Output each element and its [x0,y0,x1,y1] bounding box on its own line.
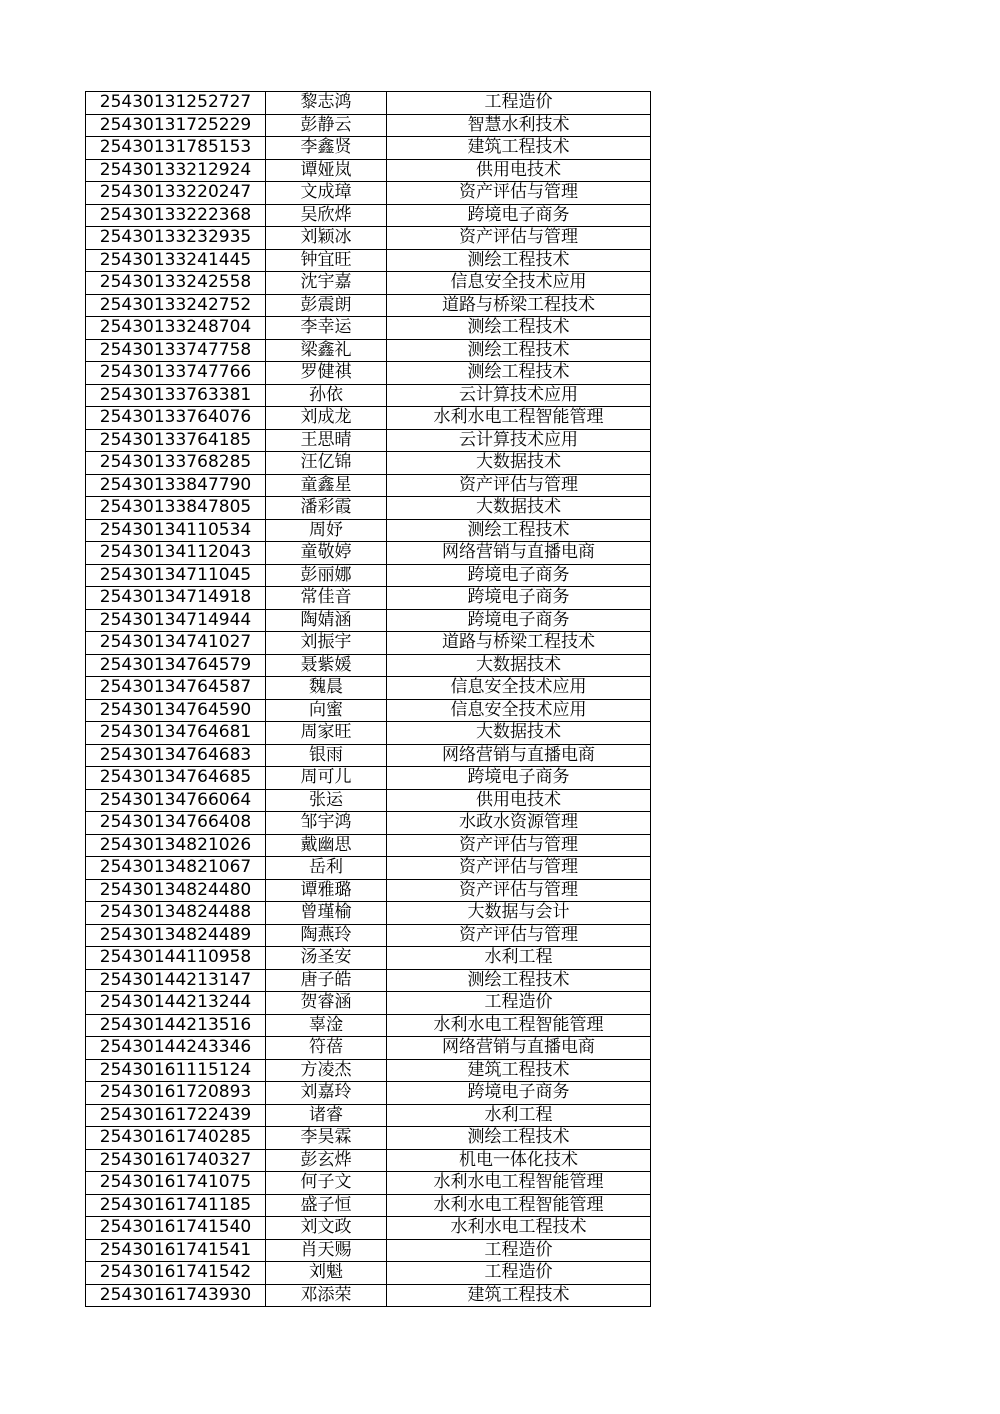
student-name-cell: 钟宜旺 [266,249,387,272]
major-cell: 资产评估与管理 [387,924,651,947]
table-row [86,384,651,407]
student-name-cell: 盛子恒 [266,1194,387,1217]
table-body [86,92,651,1307]
exam-number-cell: 25430133232935 [86,227,266,250]
major-cell: 水利水电工程技术 [387,1217,651,1240]
student-name-cell: 周妤 [266,519,387,542]
major-cell: 跨境电子商务 [387,204,651,227]
table-row [86,947,651,970]
student-name-cell: 辜淦 [266,1014,387,1037]
major-cell: 测绘工程技术 [387,249,651,272]
major-cell: 供用电技术 [387,789,651,812]
student-name-cell: 王思晴 [266,429,387,452]
student-name-cell: 沈宇嘉 [266,272,387,295]
exam-number-cell: 25430133220247 [86,182,266,205]
student-name-cell: 银雨 [266,744,387,767]
major-cell: 大数据技术 [387,452,651,475]
exam-number-cell: 25430144213244 [86,992,266,1015]
exam-number-cell: 25430134766408 [86,812,266,835]
student-name-cell: 梁鑫礼 [266,339,387,362]
major-cell: 水利水电工程智能管理 [387,1172,651,1195]
major-cell: 资产评估与管理 [387,182,651,205]
student-name-cell: 刘嘉玲 [266,1082,387,1105]
student-name-cell: 刘成龙 [266,407,387,430]
table-row [86,789,651,812]
major-cell: 水利水电工程智能管理 [387,1194,651,1217]
student-name-cell: 童鑫星 [266,474,387,497]
student-name-cell: 黎志鸿 [266,92,387,115]
table-row [86,474,651,497]
table-row [86,182,651,205]
exam-number-cell: 25430134766064 [86,789,266,812]
student-name-cell: 方凌杰 [266,1059,387,1082]
major-cell: 信息安全技术应用 [387,699,651,722]
exam-number-cell: 25430133763381 [86,384,266,407]
exam-number-cell: 25430131252727 [86,92,266,115]
exam-number-cell: 25430134764681 [86,722,266,745]
major-cell: 跨境电子商务 [387,767,651,790]
student-name-cell: 邹宇鸿 [266,812,387,835]
exam-number-cell: 25430134110534 [86,519,266,542]
table-row [86,587,651,610]
exam-number-cell: 25430144213147 [86,969,266,992]
table-row [86,272,651,295]
major-cell: 测绘工程技术 [387,969,651,992]
table-row [86,452,651,475]
student-name-cell: 彭静云 [266,114,387,137]
table-row [86,227,651,250]
exam-number-cell: 25430161741541 [86,1239,266,1262]
student-name-cell: 肖天赐 [266,1239,387,1262]
major-cell: 水利水电工程智能管理 [387,407,651,430]
table-row [86,429,651,452]
major-cell: 跨境电子商务 [387,609,651,632]
student-name-cell: 谭娅岚 [266,159,387,182]
table-row [86,1239,651,1262]
major-cell: 水利工程 [387,947,651,970]
table-row [86,699,651,722]
student-name-cell: 罗健祺 [266,362,387,385]
major-cell: 资产评估与管理 [387,227,651,250]
table-row [86,992,651,1015]
exam-number-cell: 25430133747766 [86,362,266,385]
major-cell: 云计算技术应用 [387,429,651,452]
major-cell: 工程造价 [387,1262,651,1285]
exam-number-cell: 25430161741542 [86,1262,266,1285]
student-name-cell: 彭玄烨 [266,1149,387,1172]
table-row [86,857,651,880]
major-cell: 测绘工程技术 [387,317,651,340]
table-row [86,722,651,745]
table-row [86,744,651,767]
table-row [86,812,651,835]
student-name-cell: 李昊霖 [266,1127,387,1150]
student-name-cell: 魏晨 [266,677,387,700]
table-row [86,879,651,902]
table-row [86,609,651,632]
major-cell: 工程造价 [387,992,651,1015]
exam-number-cell: 25430133768285 [86,452,266,475]
student-name-cell: 贺睿涵 [266,992,387,1015]
table-row [86,564,651,587]
student-name-cell: 陶婧涵 [266,609,387,632]
exam-number-cell: 25430161740327 [86,1149,266,1172]
major-cell: 智慧水利技术 [387,114,651,137]
major-cell: 水利工程 [387,1104,651,1127]
exam-number-cell: 25430161741540 [86,1217,266,1240]
exam-number-cell: 25430134714944 [86,609,266,632]
major-cell: 大数据技术 [387,722,651,745]
student-name-cell: 孙依 [266,384,387,407]
student-name-cell: 谭雅璐 [266,879,387,902]
table-row [86,294,651,317]
student-name-cell: 邓添荣 [266,1284,387,1307]
major-cell: 供用电技术 [387,159,651,182]
student-name-cell: 诸睿 [266,1104,387,1127]
student-name-cell: 常佳音 [266,587,387,610]
table-row [86,632,651,655]
major-cell: 网络营销与直播电商 [387,542,651,565]
major-cell: 测绘工程技术 [387,519,651,542]
major-cell: 网络营销与直播电商 [387,1037,651,1060]
exam-number-cell: 25430134764579 [86,654,266,677]
student-name-cell: 李鑫贤 [266,137,387,160]
student-name-cell: 刘振宇 [266,632,387,655]
student-name-cell: 唐子皓 [266,969,387,992]
student-name-cell: 汤圣安 [266,947,387,970]
table-row [86,1284,651,1307]
major-cell: 测绘工程技术 [387,362,651,385]
student-name-cell: 彭震朗 [266,294,387,317]
exam-number-cell: 25430134824488 [86,902,266,925]
table-row [86,249,651,272]
exam-number-cell: 25430133241445 [86,249,266,272]
major-cell: 水利水电工程智能管理 [387,1014,651,1037]
major-cell: 云计算技术应用 [387,384,651,407]
exam-number-cell: 25430161743930 [86,1284,266,1307]
major-cell: 建筑工程技术 [387,1059,651,1082]
exam-number-cell: 25430161741185 [86,1194,266,1217]
student-name-cell: 向蜜 [266,699,387,722]
major-cell: 道路与桥梁工程技术 [387,632,651,655]
table-row [86,1172,651,1195]
exam-number-cell: 25430134714918 [86,587,266,610]
table-row [86,1104,651,1127]
exam-number-cell: 25430134824480 [86,879,266,902]
student-name-cell: 周可儿 [266,767,387,790]
table-row [86,519,651,542]
student-name-cell: 汪亿锦 [266,452,387,475]
exam-number-cell: 25430144213516 [86,1014,266,1037]
major-cell: 信息安全技术应用 [387,677,651,700]
exam-number-cell: 25430133764076 [86,407,266,430]
major-cell: 道路与桥梁工程技术 [387,294,651,317]
student-name-cell: 潘彩霞 [266,497,387,520]
exam-number-cell: 25430133222368 [86,204,266,227]
student-name-cell: 周家旺 [266,722,387,745]
table-row [86,767,651,790]
major-cell: 跨境电子商务 [387,1082,651,1105]
table-row [86,407,651,430]
major-cell: 工程造价 [387,1239,651,1262]
student-name-cell: 聂紫媛 [266,654,387,677]
table-row [86,1127,651,1150]
student-name-cell: 刘颖冰 [266,227,387,250]
exam-number-cell: 25430133242752 [86,294,266,317]
table-row [86,159,651,182]
student-table [85,91,651,1307]
table-row [86,1037,651,1060]
major-cell: 大数据与会计 [387,902,651,925]
table-row [86,1194,651,1217]
table-row [86,1014,651,1037]
exam-number-cell: 25430161722439 [86,1104,266,1127]
exam-number-cell: 25430134764590 [86,699,266,722]
exam-number-cell: 25430133847805 [86,497,266,520]
table-row [86,1059,651,1082]
student-name-cell: 符蓓 [266,1037,387,1060]
exam-number-cell: 25430133212924 [86,159,266,182]
table-row [86,542,651,565]
table-row [86,114,651,137]
exam-number-cell: 25430161720893 [86,1082,266,1105]
major-cell: 水政水资源管理 [387,812,651,835]
exam-number-cell: 25430161740285 [86,1127,266,1150]
exam-number-cell: 25430133847790 [86,474,266,497]
exam-number-cell: 25430131725229 [86,114,266,137]
table-row [86,317,651,340]
table-row [86,1262,651,1285]
major-cell: 信息安全技术应用 [387,272,651,295]
student-name-cell: 文成璋 [266,182,387,205]
table-row [86,497,651,520]
exam-number-cell: 25430134764683 [86,744,266,767]
student-name-cell: 吴欣烨 [266,204,387,227]
student-name-cell: 张运 [266,789,387,812]
table-row [86,1217,651,1240]
exam-number-cell: 25430131785153 [86,137,266,160]
table-row [86,92,651,115]
table-row [86,204,651,227]
major-cell: 资产评估与管理 [387,879,651,902]
exam-number-cell: 25430134821026 [86,834,266,857]
student-name-cell: 刘文政 [266,1217,387,1240]
major-cell: 跨境电子商务 [387,587,651,610]
student-name-cell: 刘魁 [266,1262,387,1285]
table-row [86,1082,651,1105]
exam-number-cell: 25430134764587 [86,677,266,700]
major-cell: 测绘工程技术 [387,339,651,362]
exam-number-cell: 25430134112043 [86,542,266,565]
exam-number-cell: 25430134824489 [86,924,266,947]
student-name-cell: 戴幽思 [266,834,387,857]
major-cell: 网络营销与直播电商 [387,744,651,767]
major-cell: 建筑工程技术 [387,137,651,160]
table-row [86,362,651,385]
table-row [86,677,651,700]
student-name-cell: 童敬婷 [266,542,387,565]
major-cell: 机电一体化技术 [387,1149,651,1172]
exam-number-cell: 25430161115124 [86,1059,266,1082]
exam-number-cell: 25430161741075 [86,1172,266,1195]
major-cell: 大数据技术 [387,654,651,677]
major-cell: 资产评估与管理 [387,857,651,880]
student-name-cell: 陶燕玲 [266,924,387,947]
table-row [86,339,651,362]
exam-number-cell: 25430134711045 [86,564,266,587]
student-name-cell: 岳利 [266,857,387,880]
major-cell: 跨境电子商务 [387,564,651,587]
exam-number-cell: 25430144110958 [86,947,266,970]
exam-number-cell: 25430134764685 [86,767,266,790]
exam-number-cell: 25430133764185 [86,429,266,452]
major-cell: 建筑工程技术 [387,1284,651,1307]
major-cell: 资产评估与管理 [387,474,651,497]
exam-number-cell: 25430133242558 [86,272,266,295]
student-name-cell: 何子文 [266,1172,387,1195]
major-cell: 资产评估与管理 [387,834,651,857]
major-cell: 工程造价 [387,92,651,115]
student-name-cell: 曾瑾榆 [266,902,387,925]
table-row [86,902,651,925]
table-row [86,969,651,992]
table-row [86,654,651,677]
student-name-cell: 彭丽娜 [266,564,387,587]
exam-number-cell: 25430134821067 [86,857,266,880]
table-row [86,834,651,857]
exam-number-cell: 25430144243346 [86,1037,266,1060]
student-name-cell: 李幸运 [266,317,387,340]
exam-number-cell: 25430134741027 [86,632,266,655]
table-row [86,137,651,160]
exam-number-cell: 25430133248704 [86,317,266,340]
table-row [86,1149,651,1172]
major-cell: 大数据技术 [387,497,651,520]
exam-number-cell: 25430133747758 [86,339,266,362]
table-row [86,924,651,947]
major-cell: 测绘工程技术 [387,1127,651,1150]
